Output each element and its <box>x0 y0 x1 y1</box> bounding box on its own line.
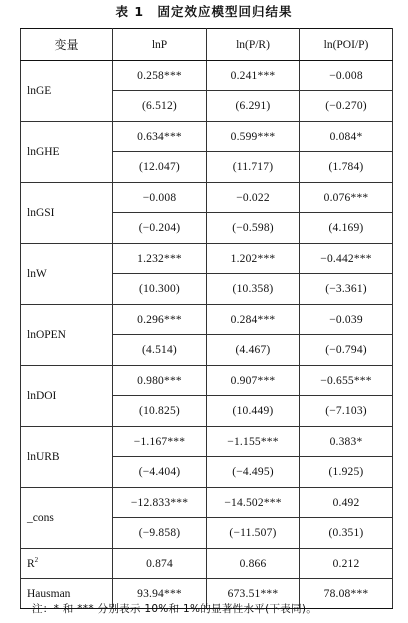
regression-table <box>20 28 393 609</box>
t-statistic-value: (0.351) <box>300 518 393 549</box>
variable-label-hausman: Hausman <box>21 579 113 609</box>
table-title: 表 1 固定效应模型回归结果 <box>115 4 293 19</box>
r2-label-superscript: 2 <box>34 555 39 564</box>
coefficient-value: 0.907*** <box>207 366 300 396</box>
coefficient-row <box>21 244 393 274</box>
t-statistic-value: (10.825) <box>113 396 207 427</box>
t-statistic-value: (12.047) <box>113 152 207 183</box>
variable-label-r2 <box>21 549 113 579</box>
header-row <box>21 29 393 61</box>
coefficient-row <box>21 122 393 152</box>
t-statistic-value: (1.925) <box>300 457 393 488</box>
column-header-variable: 变量 <box>21 29 113 61</box>
t-statistic-value: (−4.404) <box>113 457 207 488</box>
coefficient-value: 0.076*** <box>300 183 393 213</box>
coefficient-row <box>21 305 393 335</box>
r2-value: 0.874 <box>113 549 207 579</box>
coefficient-value: 1.232*** <box>113 244 207 274</box>
coefficient-value: 0.258*** <box>113 61 207 91</box>
coefficient-row <box>21 427 393 457</box>
coefficient-value: −0.039 <box>300 305 393 335</box>
t-statistic-value: (10.300) <box>113 274 207 305</box>
t-statistic-value: (−3.361) <box>300 274 393 305</box>
r2-value: 0.866 <box>207 549 300 579</box>
variable-label: lnGSI <box>21 183 113 244</box>
variable-label: lnW <box>21 244 113 305</box>
coefficient-value: 0.284*** <box>207 305 300 335</box>
t-statistic-value: (−0.270) <box>300 91 393 122</box>
variable-label: lnGE <box>21 61 113 122</box>
r2-row <box>21 549 393 579</box>
t-statistic-value: (−0.794) <box>300 335 393 366</box>
coefficient-value: 0.383* <box>300 427 393 457</box>
coefficient-value: −0.008 <box>113 183 207 213</box>
t-statistic-value: (−0.204) <box>113 213 207 244</box>
coefficient-value: −14.502*** <box>207 488 300 518</box>
hausman-value: 93.94*** <box>113 579 207 609</box>
r2-label-base: R <box>27 557 35 570</box>
table-body <box>21 61 393 609</box>
t-statistic-value: (1.784) <box>300 152 393 183</box>
coefficient-value: 0.599*** <box>207 122 300 152</box>
coefficient-value: 0.296*** <box>113 305 207 335</box>
coefficient-value: −0.022 <box>207 183 300 213</box>
hausman-value: 673.51*** <box>207 579 300 609</box>
coefficient-value: −12.833*** <box>113 488 207 518</box>
variable-label: lnURB <box>21 427 113 488</box>
t-statistic-value: (4.467) <box>207 335 300 366</box>
column-header-lnp: lnP <box>113 29 207 61</box>
coefficient-row <box>21 183 393 213</box>
coefficient-value: −0.442*** <box>300 244 393 274</box>
coefficient-value: 0.084* <box>300 122 393 152</box>
t-statistic-value: (4.169) <box>300 213 393 244</box>
t-statistic-value: (10.358) <box>207 274 300 305</box>
t-statistic-value: (6.512) <box>113 91 207 122</box>
hausman-value: 78.08*** <box>300 579 393 609</box>
column-header-ln-poi-p: ln(POI/P) <box>300 29 393 61</box>
coefficient-value: −1.167*** <box>113 427 207 457</box>
coefficient-value: 0.492 <box>300 488 393 518</box>
t-statistic-value: (−4.495) <box>207 457 300 488</box>
t-statistic-value: (−9.858) <box>113 518 207 549</box>
t-statistic-value: (10.449) <box>207 396 300 427</box>
t-statistic-value: (−11.507) <box>207 518 300 549</box>
coefficient-row <box>21 61 393 91</box>
column-header-ln-p-r: ln(P/R) <box>207 29 300 61</box>
t-statistic-value: (11.717) <box>207 152 300 183</box>
coefficient-value: 0.980*** <box>113 366 207 396</box>
variable-label: lnGHE <box>21 122 113 183</box>
table-note: 注：* 和 *** 分别表示 10%和 1%的显著性水平(下表同)。 <box>32 603 318 615</box>
coefficient-value: 1.202*** <box>207 244 300 274</box>
coefficient-value: −0.008 <box>300 61 393 91</box>
t-statistic-value: (−0.598) <box>207 213 300 244</box>
coefficient-value: 0.634*** <box>113 122 207 152</box>
variable-label: _cons <box>21 488 113 549</box>
coefficient-value: 0.241*** <box>207 61 300 91</box>
coefficient-row <box>21 488 393 518</box>
coefficient-value: −0.655*** <box>300 366 393 396</box>
variable-label: lnDOI <box>21 366 113 427</box>
r2-value: 0.212 <box>300 549 393 579</box>
coefficient-value: −1.155*** <box>207 427 300 457</box>
coefficient-row <box>21 366 393 396</box>
t-statistic-value: (6.291) <box>207 91 300 122</box>
t-statistic-value: (−7.103) <box>300 396 393 427</box>
variable-label: lnOPEN <box>21 305 113 366</box>
t-statistic-value: (4.514) <box>113 335 207 366</box>
